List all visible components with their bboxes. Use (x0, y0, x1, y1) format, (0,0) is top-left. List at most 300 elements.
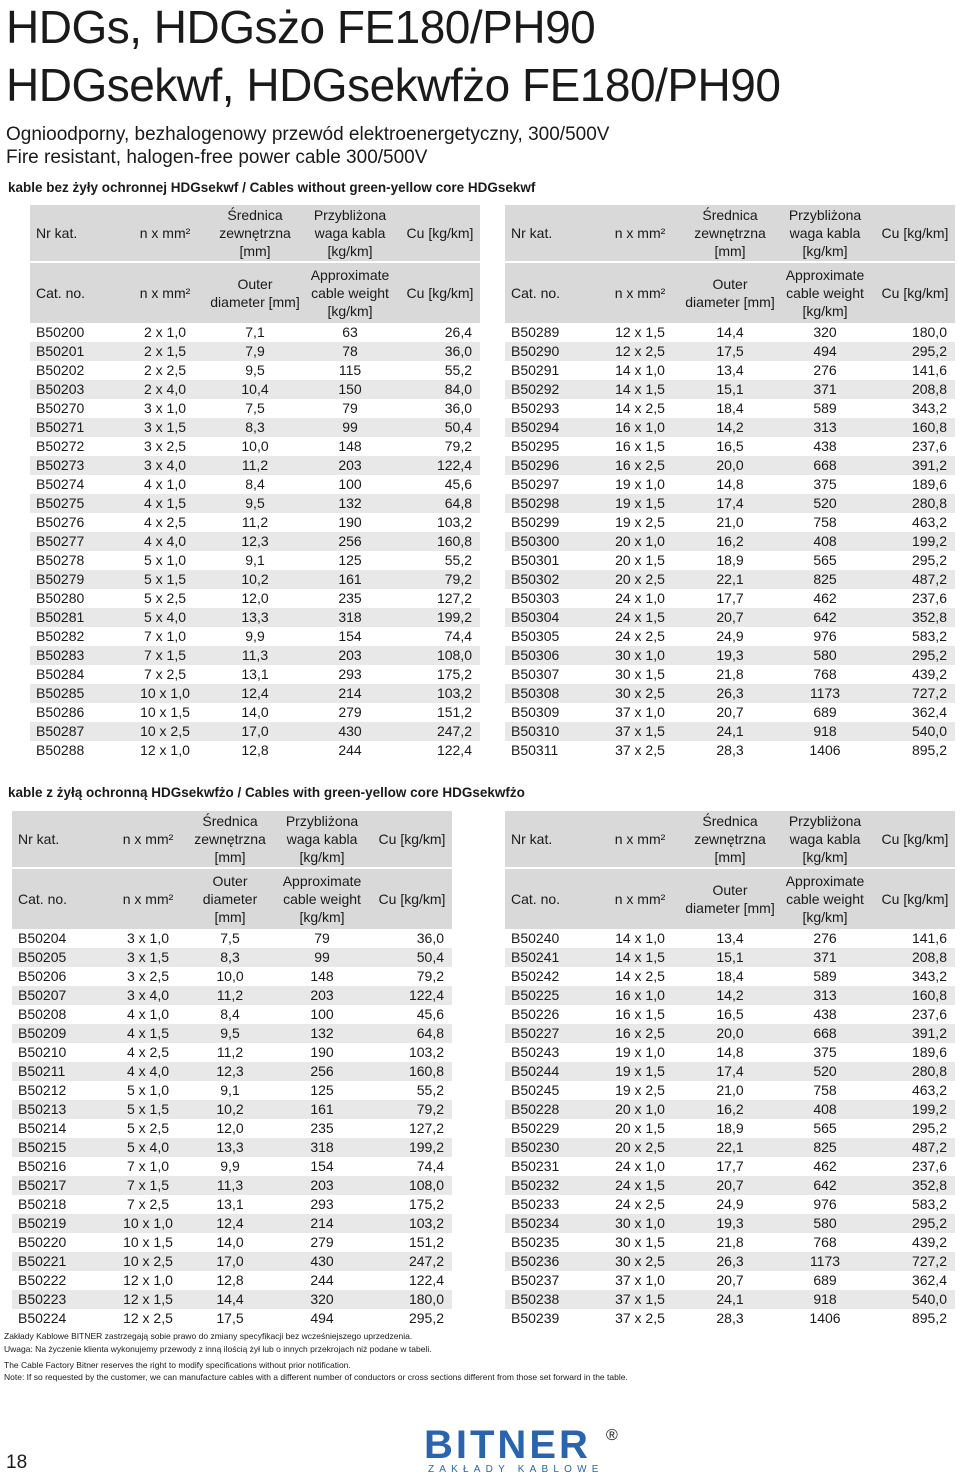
spec-table (505, 811, 955, 1328)
diameter-cell: 8,4 (220, 1006, 240, 1022)
cross-section-cell: 4 x 4,0 (120, 532, 210, 551)
diameter-cell: 22,1 (685, 570, 775, 589)
header-row-polish (12, 811, 452, 867)
weight-cell: 313 (775, 418, 875, 437)
table-row (30, 342, 480, 361)
cat-no-cell: B50233 (511, 1196, 560, 1212)
weight-cell: 375 (813, 476, 837, 492)
cross-section-cell: 10 x 2,5 (108, 1252, 188, 1271)
table-row (30, 703, 480, 722)
cat-no-cell: B50200 (36, 324, 85, 340)
cat-no-cell: B50230 (505, 1138, 595, 1157)
section-heading-with-core: kable z żyłą ochronną HDGsekwfżo / Cables with green-yellow core HDGsekwfżo (8, 785, 525, 800)
table-row (30, 684, 480, 703)
table-row (505, 323, 955, 342)
column-header: Cu [kg/km] (875, 869, 955, 929)
diameter-cell: 7,5 (245, 400, 265, 416)
weight-cell: 79 (314, 930, 330, 946)
column-header: Przybliżona waga kabla [kg/km] (272, 811, 372, 867)
table-row (30, 646, 480, 665)
cross-section-cell: 30 x 1,0 (595, 1214, 685, 1233)
table-row (505, 380, 955, 399)
cu-cell: 45,6 (416, 1006, 444, 1022)
column-header: Approximate cable weight [kg/km] (272, 869, 372, 929)
weight-cell: 758 (813, 1082, 837, 1098)
cu-cell: 439,2 (911, 666, 947, 682)
column-header: Cat. no. (12, 869, 108, 929)
diameter-cell: 14,0 (241, 704, 269, 720)
weight-cell: 154 (338, 628, 362, 644)
diameter-cell: 21,0 (716, 1082, 744, 1098)
weight-cell: 642 (775, 608, 875, 627)
column-header: Cu [kg/km] (372, 811, 452, 867)
cat-no-cell: B50298 (505, 494, 595, 513)
cat-no-cell: B50202 (36, 362, 85, 378)
page-title-line-2: HDGsekwf, HDGsekwfżo FE180/PH90 (6, 59, 781, 111)
cross-section-cell: 5 x 4,0 (108, 1138, 188, 1157)
diameter-cell: 18,9 (716, 552, 744, 568)
cu-cell: 74,4 (444, 628, 472, 644)
cross-section-cell: 24 x 2,5 (615, 1196, 665, 1212)
cu-cell: 160,8 (875, 418, 955, 437)
diameter-cell: 24,1 (685, 1290, 775, 1309)
diameter-cell: 17,5 (685, 342, 775, 361)
cross-section-cell: 5 x 1,0 (143, 552, 187, 568)
diameter-cell: 14,8 (716, 476, 744, 492)
diameter-cell: 9,9 (220, 1158, 240, 1174)
cat-no-cell: B50292 (505, 380, 595, 399)
cross-section-cell: 4 x 1,5 (120, 494, 210, 513)
cross-section-cell: 12 x 2,5 (123, 1310, 173, 1326)
weight-cell: 668 (775, 456, 875, 475)
table-row (505, 456, 955, 475)
cat-no-cell: B50236 (505, 1252, 595, 1271)
weight-cell: 494 (775, 342, 875, 361)
cu-cell: 36,0 (400, 342, 480, 361)
cat-no-cell: B50205 (12, 948, 108, 967)
cross-section-cell: 37 x 2,5 (615, 742, 665, 758)
weight-cell: 320 (813, 324, 837, 340)
cu-cell: 727,2 (875, 1252, 955, 1271)
weight-cell: 203 (272, 1176, 372, 1195)
cu-cell: 79,2 (444, 438, 472, 454)
diameter-cell: 20,7 (716, 704, 744, 720)
cross-section-cell: 7 x 1,0 (126, 1158, 170, 1174)
cross-section-cell: 19 x 2,5 (615, 1082, 665, 1098)
column-header: Nr kat. (12, 811, 108, 867)
table-row (505, 1138, 955, 1157)
cross-section-cell: 37 x 1,0 (615, 1272, 665, 1288)
page-title-line-1: HDGs, HDGsżo FE180/PH90 (6, 1, 596, 53)
cu-cell: 391,2 (875, 1024, 955, 1043)
table-row (505, 513, 955, 532)
table-with-core-right (505, 811, 955, 1328)
diameter-cell: 17,7 (716, 590, 744, 606)
cat-no-cell: B50284 (36, 666, 85, 682)
cu-cell: 487,2 (875, 570, 955, 589)
diameter-cell: 12,8 (241, 742, 269, 758)
weight-cell: 918 (775, 722, 875, 741)
weight-cell: 203 (300, 646, 400, 665)
column-header: Outer diameter [mm] (188, 869, 272, 929)
cat-no-cell: B50216 (18, 1158, 67, 1174)
diameter-cell: 14,0 (216, 1234, 244, 1250)
cross-section-cell: 14 x 1,5 (595, 380, 685, 399)
weight-cell: 689 (813, 1272, 837, 1288)
table-row (30, 589, 480, 608)
diameter-cell: 11,3 (210, 646, 300, 665)
cross-section-cell: 14 x 1,0 (615, 930, 665, 946)
cu-cell: 127,2 (436, 590, 472, 606)
cross-section-cell: 4 x 2,5 (126, 1044, 170, 1060)
diameter-cell: 26,3 (685, 684, 775, 703)
bitner-logo (420, 1418, 620, 1474)
cat-no-cell: B50221 (12, 1252, 108, 1271)
cu-cell: 50,4 (400, 418, 480, 437)
column-header: Cu [kg/km] (875, 263, 955, 323)
header-row-english (505, 263, 955, 323)
weight-cell: 63 (342, 324, 358, 340)
table-row (505, 551, 955, 570)
cat-no-cell: B50281 (30, 608, 120, 627)
table-row (30, 380, 480, 399)
column-header: Cat. no. (30, 263, 120, 323)
table-row (505, 1081, 955, 1100)
cross-section-cell: 7 x 1,5 (108, 1176, 188, 1195)
cat-no-cell: B50225 (505, 986, 595, 1005)
note-pl-1: Zakłady Kablowe BITNER zastrzegają sobie prawo do zmiany specyfikacji bez wcześniejszego uprzedzenia. (4, 1331, 413, 1341)
cross-section-cell: 20 x 2,5 (595, 570, 685, 589)
cat-no-cell: B50228 (505, 1100, 595, 1119)
cross-section-cell: 19 x 2,5 (615, 514, 665, 530)
cat-no-cell: B50229 (511, 1120, 560, 1136)
cu-cell: 64,8 (400, 494, 480, 513)
table-row (12, 1081, 452, 1100)
weight-cell: 825 (775, 570, 875, 589)
cross-section-cell: 3 x 1,0 (126, 930, 170, 946)
weight-cell: 313 (775, 986, 875, 1005)
weight-cell: 99 (300, 418, 400, 437)
cross-section-cell: 30 x 1,5 (615, 666, 665, 682)
cross-section-cell: 19 x 1,0 (615, 1044, 665, 1060)
cat-no-cell: B50201 (30, 342, 120, 361)
cat-no-cell: B50306 (505, 646, 595, 665)
cu-cell: 295,2 (875, 342, 955, 361)
cu-cell: 895,2 (911, 1310, 947, 1326)
cat-no-cell: B50219 (12, 1214, 108, 1233)
weight-cell: 1173 (775, 684, 875, 703)
diameter-cell: 13,1 (216, 1196, 244, 1212)
diameter-cell: 13,1 (241, 666, 269, 682)
cu-cell: 583,2 (911, 628, 947, 644)
table-row (12, 967, 452, 986)
column-header: n x mm² (595, 869, 685, 929)
table-row (505, 722, 955, 741)
weight-cell: 161 (300, 570, 400, 589)
subtitle-english: Fire resistant, halogen-free power cable 300/500V (6, 147, 428, 168)
diameter-cell: 20,7 (716, 1272, 744, 1288)
weight-cell: 1173 (775, 1252, 875, 1271)
weight-cell: 79 (342, 400, 358, 416)
table-row (505, 986, 955, 1005)
cross-section-cell: 2 x 1,5 (120, 342, 210, 361)
cat-no-cell: B50212 (18, 1082, 67, 1098)
weight-cell: 256 (300, 532, 400, 551)
table-row (12, 948, 452, 967)
table-row (30, 437, 480, 456)
diameter-cell: 17,7 (716, 1158, 744, 1174)
cross-section-cell: 3 x 2,5 (143, 438, 187, 454)
column-header: n x mm² (595, 205, 685, 261)
cu-cell: 122,4 (436, 742, 472, 758)
cat-no-cell: B50283 (30, 646, 120, 665)
cu-cell: 127,2 (408, 1120, 444, 1136)
diameter-cell: 21,0 (716, 514, 744, 530)
weight-cell: 235 (310, 1120, 334, 1136)
weight-cell: 161 (272, 1100, 372, 1119)
cat-no-cell: B50209 (12, 1024, 108, 1043)
weight-cell: 203 (300, 456, 400, 475)
cat-no-cell: B50301 (511, 552, 560, 568)
table-row (505, 1043, 955, 1062)
diameter-cell: 14,4 (188, 1290, 272, 1309)
cat-no-cell: B50288 (36, 742, 85, 758)
table-row (12, 1233, 452, 1252)
table-row (505, 532, 955, 551)
cat-no-cell: B50240 (511, 930, 560, 946)
table-row (30, 570, 480, 589)
diameter-cell: 14,2 (685, 986, 775, 1005)
header-row-polish (505, 205, 955, 261)
cross-section-cell: 2 x 4,0 (120, 380, 210, 399)
table-row (505, 929, 955, 948)
table-row (30, 665, 480, 684)
cat-no-cell: B50243 (511, 1044, 560, 1060)
cross-section-cell: 37 x 1,0 (615, 704, 665, 720)
cat-no-cell: B50309 (511, 704, 560, 720)
diameter-cell: 9,9 (245, 628, 265, 644)
cu-cell: 362,4 (911, 1272, 947, 1288)
cross-section-cell: 16 x 1,0 (595, 986, 685, 1005)
table-row (12, 1214, 452, 1233)
table-row (30, 741, 480, 760)
cat-no-cell: B50280 (36, 590, 85, 606)
weight-cell: 318 (300, 608, 400, 627)
weight-cell: 768 (813, 1234, 837, 1250)
cat-no-cell: B50297 (511, 476, 560, 492)
table-row (30, 323, 480, 342)
cu-cell: 295,2 (875, 1214, 955, 1233)
cat-no-cell: B50282 (36, 628, 85, 644)
weight-cell: 768 (813, 666, 837, 682)
cat-no-cell: B50271 (30, 418, 120, 437)
weight-cell: 462 (813, 1158, 837, 1174)
cat-no-cell: B50303 (511, 590, 560, 606)
table-row (30, 494, 480, 513)
cat-no-cell: B50207 (12, 986, 108, 1005)
cu-cell: 487,2 (875, 1138, 955, 1157)
cu-cell: 199,2 (875, 1100, 955, 1119)
cat-no-cell: B50300 (505, 532, 595, 551)
table-row (12, 1252, 452, 1271)
table-row (505, 361, 955, 380)
cu-cell: 540,0 (875, 722, 955, 741)
cross-section-cell: 7 x 1,5 (120, 646, 210, 665)
cat-no-cell: B50203 (30, 380, 120, 399)
column-header: n x mm² (108, 869, 188, 929)
diameter-cell: 12,8 (216, 1272, 244, 1288)
diameter-cell: 12,0 (216, 1120, 244, 1136)
weight-cell: 520 (775, 1062, 875, 1081)
cross-section-cell: 37 x 1,5 (595, 1290, 685, 1309)
weight-cell: 132 (272, 1024, 372, 1043)
header-row-polish (30, 205, 480, 261)
weight-cell: 438 (813, 1006, 837, 1022)
diameter-cell: 9,1 (245, 552, 265, 568)
weight-cell: 150 (300, 380, 400, 399)
cross-section-cell: 5 x 2,5 (126, 1120, 170, 1136)
diameter-cell: 12,3 (210, 532, 300, 551)
cat-no-cell: B50218 (18, 1196, 67, 1212)
diameter-cell: 17,4 (685, 494, 775, 513)
table-row (12, 1005, 452, 1024)
cu-cell: 343,2 (911, 400, 947, 416)
weight-cell: 1406 (809, 1310, 841, 1326)
cu-cell: 55,2 (444, 362, 472, 378)
cross-section-cell: 16 x 1,0 (595, 418, 685, 437)
cross-section-cell: 4 x 1,0 (143, 476, 187, 492)
cat-no-cell: B50279 (30, 570, 120, 589)
weight-cell: 408 (775, 1100, 875, 1119)
table-row (12, 1290, 452, 1309)
cu-cell: 55,2 (444, 552, 472, 568)
table-row (505, 741, 955, 760)
weight-cell: 318 (272, 1138, 372, 1157)
diameter-cell: 12,4 (188, 1214, 272, 1233)
cat-no-cell: B50277 (30, 532, 120, 551)
cu-cell: 180,0 (372, 1290, 452, 1309)
cross-section-cell: 2 x 2,5 (143, 362, 187, 378)
diameter-cell: 8,4 (245, 476, 265, 492)
header-row-polish (505, 811, 955, 867)
cu-cell: 237,6 (911, 1158, 947, 1174)
diameter-cell: 10,0 (241, 438, 269, 454)
diameter-cell: 17,5 (216, 1310, 244, 1326)
table-without-core-left (30, 205, 480, 760)
diameter-cell: 9,5 (245, 362, 265, 378)
weight-cell: 689 (813, 704, 837, 720)
diameter-cell: 21,8 (716, 1234, 744, 1250)
weight-cell: 580 (775, 1214, 875, 1233)
cat-no-cell: B50278 (36, 552, 85, 568)
cu-cell: 463,2 (911, 1082, 947, 1098)
cu-cell: 362,4 (911, 704, 947, 720)
cat-no-cell: B50208 (18, 1006, 67, 1022)
weight-cell: 430 (272, 1252, 372, 1271)
weight-cell: 244 (338, 742, 362, 758)
cross-section-cell: 12 x 1,5 (615, 324, 665, 340)
cross-section-cell: 3 x 4,0 (108, 986, 188, 1005)
cross-section-cell: 4 x 4,0 (108, 1062, 188, 1081)
weight-cell: 244 (310, 1272, 334, 1288)
cat-no-cell: B50234 (505, 1214, 595, 1233)
logo-wordmark: BITNER (424, 1423, 591, 1467)
diameter-cell: 13,4 (716, 362, 744, 378)
cat-no-cell: B50308 (505, 684, 595, 703)
cu-cell: 727,2 (875, 684, 955, 703)
cat-no-cell: B50211 (12, 1062, 108, 1081)
table-row (505, 1233, 955, 1252)
cat-no-cell: B50213 (12, 1100, 108, 1119)
cu-cell: 74,4 (416, 1158, 444, 1174)
cu-cell: 189,6 (911, 1044, 947, 1060)
subtitle-polish: Ognioodporny, bezhalogenowy przewód elektroenergetyczny, 300/500V (6, 124, 610, 145)
cat-no-cell: B50210 (18, 1044, 67, 1060)
weight-cell: 100 (310, 1006, 334, 1022)
cu-cell: 540,0 (875, 1290, 955, 1309)
diameter-cell: 26,3 (685, 1252, 775, 1271)
table-row (505, 494, 955, 513)
weight-cell: 642 (775, 1176, 875, 1195)
cross-section-cell: 2 x 1,0 (143, 324, 187, 340)
weight-cell: 520 (775, 494, 875, 513)
table-row (12, 1176, 452, 1195)
column-header: Approximate cable weight [kg/km] (300, 263, 400, 323)
column-header: Outer diameter [mm] (685, 263, 775, 323)
column-header: Cat. no. (505, 869, 595, 929)
diameter-cell: 9,5 (210, 494, 300, 513)
cat-no-cell: B50224 (18, 1310, 67, 1326)
diameter-cell: 18,9 (716, 1120, 744, 1136)
cu-cell: 199,2 (400, 608, 480, 627)
column-header: Średnica zewnętrzna [mm] (685, 205, 775, 261)
diameter-cell: 18,4 (716, 400, 744, 416)
cu-cell: 64,8 (372, 1024, 452, 1043)
cat-no-cell: B50273 (30, 456, 120, 475)
cat-no-cell: B50304 (505, 608, 595, 627)
cu-cell: 103,2 (436, 514, 472, 530)
column-header: Cu [kg/km] (875, 205, 955, 261)
cat-no-cell: B50290 (505, 342, 595, 361)
cu-cell: 175,2 (408, 1196, 444, 1212)
table-without-core-right (505, 205, 955, 760)
diameter-cell: 9,5 (188, 1024, 272, 1043)
cross-section-cell: 12 x 2,5 (595, 342, 685, 361)
header-row-english (30, 263, 480, 323)
diameter-cell: 20,0 (685, 1024, 775, 1043)
weight-cell: 371 (775, 380, 875, 399)
cu-cell: 108,0 (400, 646, 480, 665)
table-row (12, 1309, 452, 1328)
diameter-cell: 12,3 (188, 1062, 272, 1081)
cat-no-cell: B50305 (511, 628, 560, 644)
diameter-cell: 11,2 (216, 1044, 244, 1060)
table-row (505, 665, 955, 684)
weight-cell: 494 (310, 1310, 334, 1326)
diameter-cell: 10,0 (216, 968, 244, 984)
cross-section-cell: 14 x 1,5 (595, 948, 685, 967)
cat-no-cell: B50275 (30, 494, 120, 513)
cu-cell: 122,4 (400, 456, 480, 475)
table-row (12, 1271, 452, 1290)
table-with-core-left (12, 811, 452, 1328)
diameter-cell: 15,1 (685, 380, 775, 399)
table-row (505, 475, 955, 494)
weight-cell: 148 (310, 968, 334, 984)
diameter-cell: 11,2 (188, 986, 272, 1005)
diameter-cell: 14,4 (716, 324, 744, 340)
cross-section-cell: 20 x 1,0 (595, 1100, 685, 1119)
